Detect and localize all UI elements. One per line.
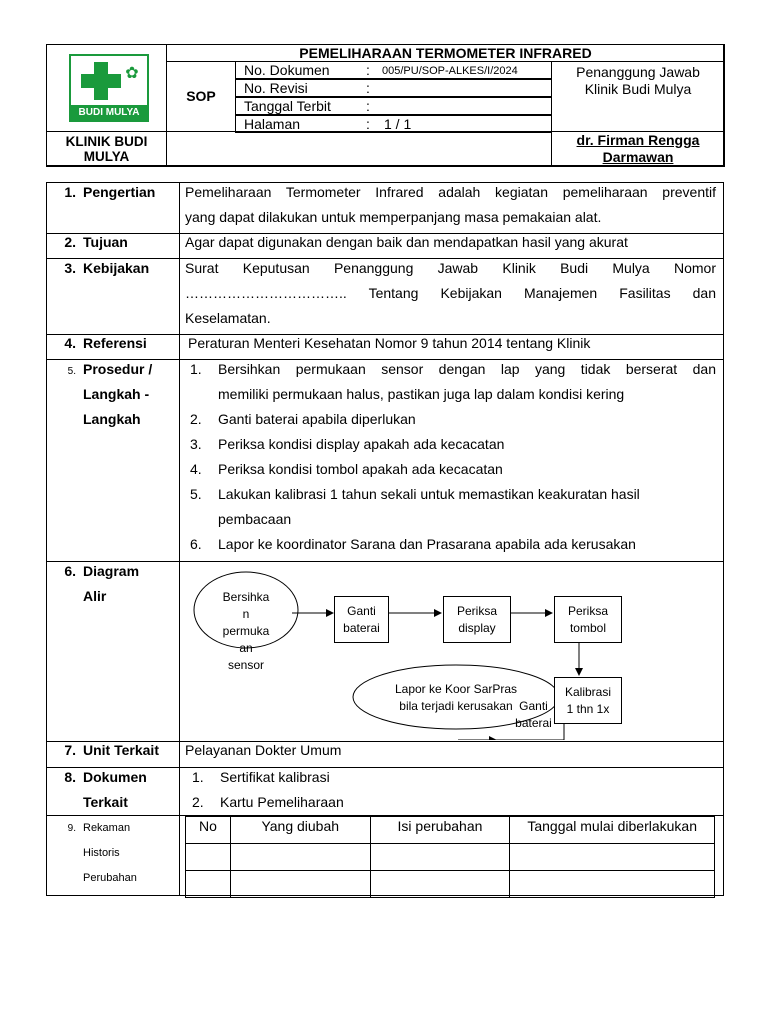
responsible-line2: Klinik Budi Mulya	[584, 81, 692, 97]
content-line: Peraturan Menteri Kesehatan Nomor 9 tahun 2014 tentang Klinik	[188, 335, 591, 351]
step-text: Periksa kondisi tombol apakah ada kecacatan	[218, 461, 503, 477]
flow-text-line: baterai	[343, 620, 380, 635]
sop-content-table	[46, 182, 724, 896]
flow-text-line: Lapor ke Koor SarPras	[394, 682, 518, 696]
flow-text-line: baterai	[515, 716, 552, 730]
table-row	[186, 844, 715, 871]
flow-text-line: sensor	[227, 658, 265, 672]
item-number: 2.	[192, 794, 204, 810]
step-text: memiliki permukaan halus, pastikan juga lap dalam kondisi kering	[218, 386, 625, 402]
list-item	[188, 482, 716, 532]
step-text: Bersihkan permukaan sensor dengan lap yang tidak berserat dan	[218, 361, 716, 377]
step-number: 2.	[190, 411, 202, 427]
flow-text-line: n	[242, 607, 250, 621]
row-dokumen-terkait	[46, 767, 724, 815]
flow-text-line: 1 thn 1x	[566, 701, 610, 716]
label-line: Langkah	[83, 411, 141, 427]
step-text: Periksa kondisi display apakah ada kecacatan	[218, 436, 505, 452]
history-table	[185, 816, 715, 898]
column-header-effective-date: Tanggal mulai diberlakukan	[510, 817, 715, 844]
flow-text-line: permuka	[222, 624, 270, 638]
list-item	[188, 457, 716, 482]
meta-row-page	[235, 115, 552, 133]
document-title: PEMELIHARAAN TERMOMETER INFRARED	[166, 44, 725, 62]
signer-line1: dr. Firman Rengga	[576, 132, 700, 148]
flow-end-text	[354, 678, 558, 718]
content-line: Pelayanan Dokter Umum	[185, 742, 342, 758]
row-label: Pengertian	[83, 184, 156, 200]
step-number: 1.	[190, 361, 202, 377]
table-cell	[370, 844, 510, 871]
step-number: 6.	[190, 536, 202, 552]
flow-text-line: Kalibrasi	[564, 684, 612, 699]
row-number: 1.	[64, 184, 76, 200]
procedure-list	[188, 357, 716, 557]
row-number: 3.	[64, 260, 76, 276]
row-number: 4.	[64, 335, 76, 351]
row-referensi	[46, 334, 724, 359]
flow-text-line: an	[239, 641, 253, 655]
row-content	[185, 256, 716, 331]
flow-box-periksa-display	[443, 596, 511, 643]
flow-box-periksa-tombol	[554, 596, 622, 643]
table-cell	[186, 871, 231, 898]
label-line: Prosedur /	[83, 361, 153, 377]
step-number: 4.	[190, 461, 202, 477]
meta-colon: :	[366, 98, 370, 114]
list-item	[188, 407, 716, 432]
responsible-line1: Penanggung Jawab	[576, 64, 700, 80]
flow-text-line: Bersihka	[222, 590, 270, 604]
content-line: …………………………….. Tentang Kebijakan Manajemen Fasilitas dan	[185, 285, 716, 301]
clinic-logo	[69, 54, 149, 122]
row-number: 8.	[64, 769, 76, 785]
list-item	[190, 765, 721, 790]
flow-text-line: Ganti	[347, 603, 376, 618]
content-line: Agar dapat digunakan dengan baik dan mendapatkan hasil yang akurat	[185, 234, 628, 250]
label-line: Perubahan	[83, 872, 137, 884]
flow-text-line: display	[458, 620, 496, 635]
column-header-content: Isi perubahan	[370, 817, 510, 844]
flow-start-text	[200, 587, 292, 677]
list-item	[188, 532, 716, 557]
row-label	[83, 816, 175, 891]
row-prosedur	[46, 359, 724, 561]
sop-label: SOP	[166, 61, 236, 132]
row-rekaman-historis	[46, 815, 724, 897]
signer-cell	[551, 131, 725, 167]
table-cell	[510, 844, 715, 871]
leaf-icon: ✿	[125, 65, 139, 82]
column-header-changed: Yang diubah	[230, 817, 370, 844]
item-text: Kartu Pemeliharaan	[220, 794, 344, 810]
table-cell	[370, 871, 510, 898]
flow-diagram	[186, 562, 716, 740]
row-unit-terkait	[46, 741, 724, 767]
content-line: Keselamatan.	[185, 310, 271, 326]
table-header-row	[186, 817, 715, 844]
row-content	[185, 230, 716, 255]
item-number: 1.	[192, 769, 204, 785]
label-line: Diagram	[83, 563, 140, 579]
row-label	[83, 357, 175, 432]
row-diagram	[46, 561, 724, 741]
row-tujuan	[46, 233, 724, 258]
content-line: Surat Keputusan Penanggung Jawab Klinik Budi Mulya Nomor	[185, 260, 716, 276]
meta-key: Tanggal Terbit	[244, 98, 331, 114]
table-cell	[230, 871, 370, 898]
label-line: Langkah -	[83, 386, 150, 402]
row-number: 2.	[64, 234, 76, 250]
step-number: 5.	[190, 486, 202, 502]
label-line: Alir	[83, 588, 107, 604]
list-item	[190, 790, 721, 815]
item-text: Sertifikat kalibrasi	[220, 769, 330, 785]
row-label: Kebijakan	[83, 260, 150, 276]
column-header-no: No	[186, 817, 231, 844]
step-text: Lapor ke koordinator Sarana dan Prasarana apabila ada kerusakan	[218, 536, 636, 552]
content-line: yang dapat dilakukan untuk memperpanjang masa pemakaian alat.	[185, 209, 602, 225]
blank-cell	[166, 131, 552, 167]
table-row	[186, 871, 715, 898]
row-label: Tujuan	[83, 234, 128, 250]
label-line: Dokumen	[83, 769, 147, 785]
row-number: 7.	[64, 742, 76, 758]
meta-value: 1 / 1	[384, 116, 412, 132]
meta-key: Halaman	[244, 116, 301, 132]
document-list	[190, 765, 721, 815]
responsible-cell	[551, 61, 725, 132]
row-label: Referensi	[83, 335, 147, 351]
flow-text-line: Ganti	[519, 699, 548, 713]
list-item	[188, 432, 716, 457]
meta-colon: :	[366, 62, 370, 78]
label-line: Terkait	[83, 794, 128, 810]
cross-icon-bar	[81, 74, 121, 88]
table-cell	[510, 871, 715, 898]
row-number: 5.	[67, 366, 76, 377]
signer-line2: Darmawan	[602, 149, 674, 165]
meta-row-issue-date	[235, 97, 552, 115]
meta-key: No. Dokumen	[244, 62, 330, 78]
step-text: Lakukan kalibrasi 1 tahun sekali untuk memastikan keakuratan hasil	[218, 486, 640, 502]
clinic-name: KLINIK BUDI MULYA	[46, 131, 167, 167]
sop-header-table	[46, 44, 724, 166]
table-cell	[186, 844, 231, 871]
row-kebijakan	[46, 258, 724, 334]
row-content	[185, 180, 716, 230]
row-number: 6.	[64, 563, 76, 579]
row-content	[185, 738, 716, 763]
row-label	[83, 559, 175, 609]
list-item	[188, 357, 716, 407]
meta-key: No. Revisi	[244, 80, 308, 96]
row-number: 9.	[67, 823, 76, 834]
step-number: 3.	[190, 436, 202, 452]
row-pengertian	[46, 183, 724, 233]
row-content	[188, 331, 719, 356]
step-text: pembacaan	[218, 511, 292, 527]
content-line: Pemeliharaan Termometer Infrared adalah kegiatan pemeliharaan preventif	[185, 184, 716, 200]
meta-row-revision	[235, 79, 552, 97]
flow-text-line: tombol	[569, 620, 606, 635]
logo-cell	[46, 44, 167, 132]
meta-colon: :	[366, 80, 370, 96]
flow-text-line: Periksa	[567, 603, 608, 618]
table-cell	[230, 844, 370, 871]
meta-value: 005/PU/SOP-ALKES/I/2024	[382, 65, 518, 77]
logo-brand-text: BUDI MULYA	[71, 105, 147, 120]
label-line: Historis	[83, 847, 120, 859]
flow-text-line: Periksa	[456, 603, 497, 618]
flow-text-line: bila terjadi kerusakan	[399, 699, 513, 713]
row-label	[83, 765, 175, 815]
flow-box-kalibrasi	[554, 677, 622, 724]
meta-colon: :	[366, 116, 370, 132]
step-text: Ganti baterai apabila diperlukan	[218, 411, 416, 427]
flow-box-ganti-baterai	[334, 596, 389, 643]
meta-row-doc-number	[235, 61, 552, 79]
label-line: Rekaman	[83, 822, 131, 834]
row-label: Unit Terkait	[83, 742, 159, 758]
